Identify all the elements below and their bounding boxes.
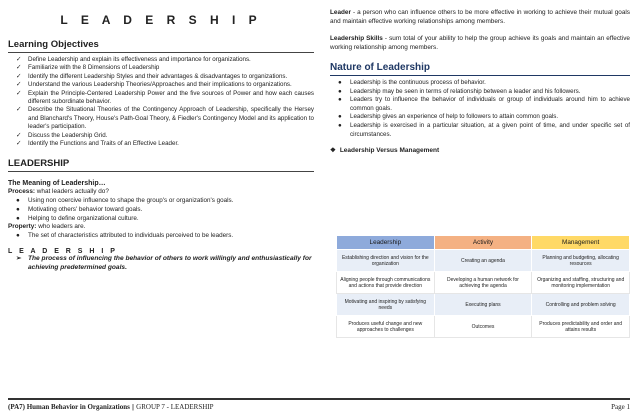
left-column (8, 8, 314, 272)
check-icon: ✓ (16, 89, 22, 97)
process-line: Process: what leaders actually do? (8, 188, 109, 196)
bullet-icon: ● (16, 205, 20, 213)
table-row (337, 316, 630, 338)
table-cell: Produces predictability and order and attains results (532, 316, 630, 338)
check-icon: ✓ (16, 106, 22, 114)
nature-heading: Nature of Leadership (330, 62, 630, 76)
footer-course: (PA7) Human Behavior in Organizations || GROUP 7 - LEADERSHIP (8, 403, 214, 411)
table-cell: Creating an agenda (434, 250, 532, 272)
table-header-row (337, 236, 630, 250)
list-item: ✓ Describe the Situational Theories of the Contingency Approach of Leadership, specifically the Hersey and Blanchard's Theory, House's Path-Goal Theory, & Fiedler's Contingency Model and its application to leader's participation. (16, 106, 314, 131)
header-management: Management (532, 236, 630, 250)
list-item: ● Motivating others' behavior toward goals. (16, 205, 143, 213)
check-icon: ✓ (16, 56, 22, 63)
table-row (337, 250, 630, 272)
bullet-icon: ● (16, 232, 20, 240)
table-cell: Controlling and problem solving (532, 294, 630, 316)
arrow-icon: ➢ (16, 254, 22, 262)
table-cell: Planning and budgeting, allocating resources (532, 250, 630, 272)
list-item: ● Leadership is exercised in a particular situation, at a given point of time, and under specific set of circumstances. (338, 121, 630, 138)
bullet-icon: ● (16, 214, 20, 222)
list-item: ✓ Understand the various Leadership Theories/Approaches and their implications to organizations. (16, 81, 292, 89)
leadership-heading: LEADERSHIP (8, 158, 314, 172)
check-icon: ✓ (16, 140, 22, 148)
table-cell: Motivating and inspiring by satisfying needs (337, 294, 435, 316)
list-item: ✓ Discuss the Leadership Grid. (16, 131, 108, 139)
header-leadership: Leadership (337, 236, 435, 250)
table-row (337, 294, 630, 316)
list-item: ✓ Familiarize with the 8 Dimensions of Leadership (16, 64, 160, 72)
leadership-vs-management-table (336, 235, 630, 338)
bullet-icon: ● (338, 96, 342, 104)
diamond-icon: ❖ (330, 147, 336, 155)
table-cell: Aligning people through communications and actions that provide direction (337, 272, 435, 294)
skills-definition: Leadership Skills - sum total of your ability to help the group achieve its goals and maintain an effective working relationship among members. (330, 35, 630, 51)
check-icon: ✓ (16, 131, 22, 139)
list-item: ● Using non coercive influence to shape the group's or organization's goals. (16, 197, 234, 205)
right-column (330, 8, 630, 154)
bullet-icon: ● (338, 79, 342, 86)
check-icon: ✓ (16, 64, 22, 72)
list-item: ● Helping to define organizational culture. (16, 214, 139, 222)
list-item: ✓ Explain the Principle-Centered Leadership Power and the five sources of Power and how each causes different subordinate behavior. (16, 89, 314, 106)
definition-list (8, 255, 314, 273)
list-item: ● Leaders try to influence the behavior of individuals or group of individuals around him to achieve common goals. (338, 96, 630, 112)
nature-list (330, 79, 630, 139)
leadership-spaced-title: L E A D E R S H I P (8, 247, 118, 255)
learning-objectives-heading: Learning Objectives (8, 39, 314, 53)
header-activity: Activity (434, 236, 532, 250)
bullet-icon: ● (16, 197, 20, 205)
process-list (8, 197, 314, 223)
table-cell: Establishing direction and vision for the organization (337, 250, 435, 272)
list-item: ✓ Identify the different Leadership Styles and their advantages & disadvantages to organizations. (16, 72, 288, 80)
table-row (337, 272, 630, 294)
check-icon: ✓ (16, 81, 22, 89)
table-cell: Executing plans (434, 294, 532, 316)
list-item: ✓ Identify the Functions and Traits of an Effective Leader. (16, 140, 179, 148)
table-cell: Outcomes (434, 316, 532, 338)
list-item: ✓ Define Leadership and explain its effectiveness and importance for organizations. (16, 56, 251, 63)
page-footer (8, 398, 630, 411)
vs-heading: ❖ Leadership Versus Management (330, 147, 440, 155)
list-item: ● The set of characteristics attributed to individuals perceived to be leaders. (16, 232, 234, 240)
list-item: ➢ The process of influencing the behavior of others to work willingly and enthusiastically for achieving predetermined goals. (16, 254, 312, 271)
footer-page-number: Page 1 (611, 403, 630, 411)
table-cell: Developing a human network for achieving the agenda (434, 272, 532, 294)
page-title: L E A D E R S H I P (60, 13, 262, 27)
list-item: ● Leadership gives an experience of help to followers to attain common goals. (338, 113, 559, 121)
bullet-icon: ● (338, 87, 342, 95)
bullet-icon: ● (338, 121, 342, 129)
property-line: Property: who leaders are. (8, 223, 86, 231)
bullet-icon: ● (338, 113, 342, 121)
table-cell: Organizing and staffing, structuring and monitoring implementation (532, 272, 630, 294)
list-item: ● Leadership is the continuous process of behavior. (338, 79, 486, 86)
objectives-list (8, 56, 314, 148)
meaning-title: The Meaning of Leadership… (8, 180, 106, 188)
list-item: ● Leadership may be seen in terms of relationship between a leader and his followers. (338, 87, 581, 95)
table-cell: Produces useful change and new approaches to challenges (337, 316, 435, 338)
property-list (8, 232, 314, 241)
leader-definition: Leader - a person who can influence others to be more effective in working to achieve their mutual goals and maintain effective working relationships among members. (330, 9, 630, 25)
check-icon: ✓ (16, 72, 22, 80)
